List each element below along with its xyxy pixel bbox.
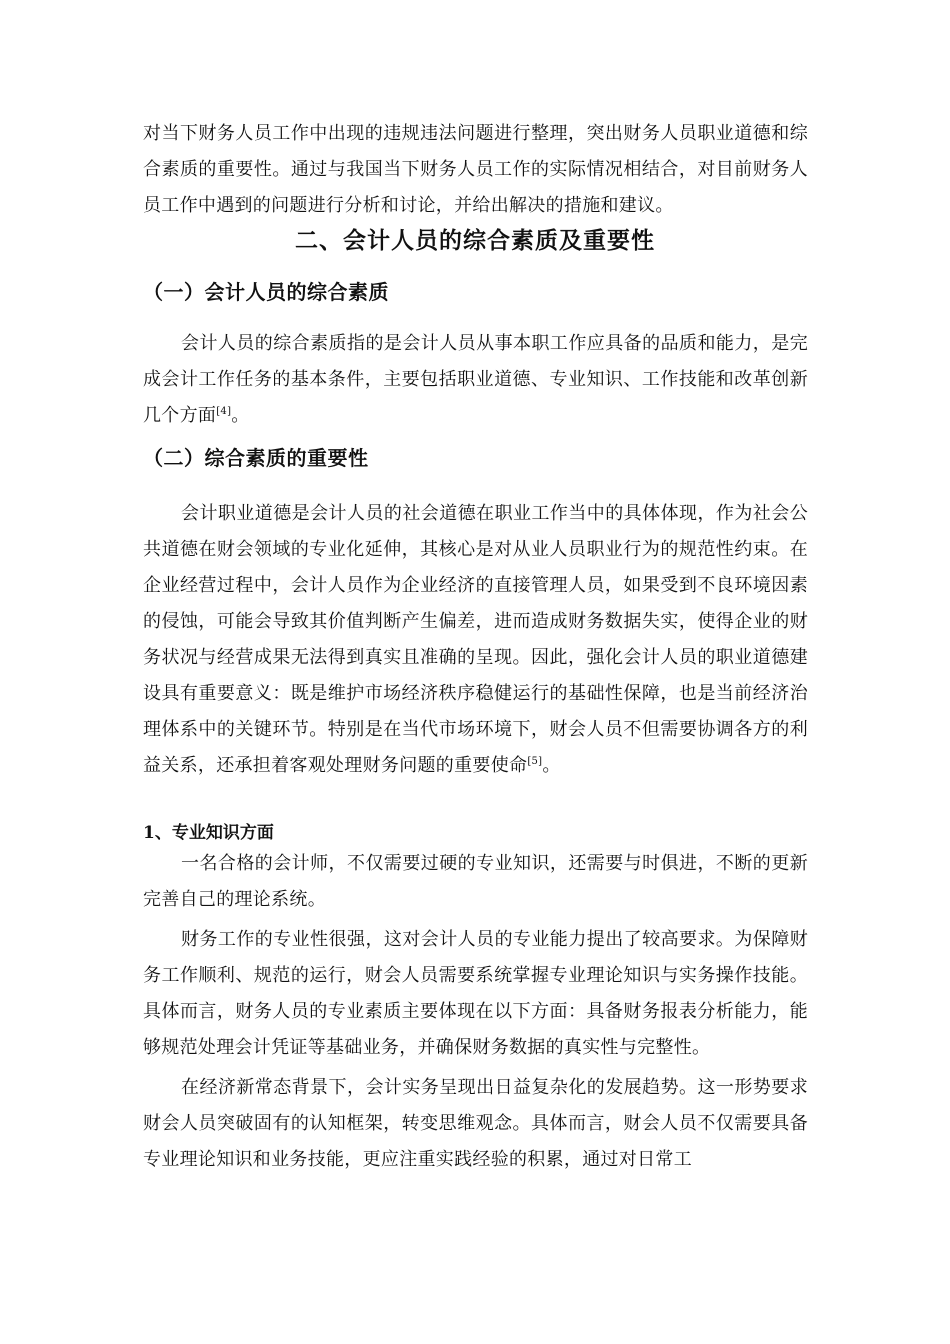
- item1-title: 1、专业知识方面: [143, 823, 274, 843]
- subsection1-paragraph-text: 会计人员的综合素质指的是会计人员从事本职工作应具备的品质和能力，是完成会计工作任务的基本条件，主要包括职业道德、专业知识、工作技能和改革创新几个方面: [143, 333, 808, 426]
- item1-paragraph-1: 一名合格的会计师，不仅需要过硬的专业知识，还需要与时俱进，不断的更新完善自己的理论系统。: [143, 853, 808, 910]
- subsection1-title: （一）会计人员的综合素质: [143, 280, 389, 304]
- subsection1-paragraph: [143, 326, 808, 434]
- subsection1-paragraph-block: [143, 326, 808, 434]
- intro-paragraph-block: [143, 116, 808, 224]
- intro-paragraph: 对当下财务人员工作中出现的违规违法问题进行整理，突出财务人员职业道德和综合素质的重要性。通过与我国当下财务人员工作的实际情况相结合，对目前财务人员工作中遇到的问题进行分析和讨论，并给出解决的措施和建议。: [143, 123, 808, 216]
- citation-5: [5]: [527, 756, 543, 767]
- subsection1-paragraph-end: 。: [231, 405, 250, 426]
- subsection2-paragraph: [143, 496, 808, 784]
- item1-paragraph-3: 在经济新常态背景下，会计实务呈现出日益复杂化的发展趋势。这一形势要求财会人员突破固有的认知框架，转变思维观念。具体而言，财会人员不仅需要具备专业理论知识和业务技能，更应注重实践经验的积累，通过对日常工: [143, 1077, 808, 1170]
- section-title: 二、会计人员的综合素质及重要性: [295, 228, 655, 254]
- item1-body: [143, 846, 808, 1178]
- subsection2-paragraph-text: 会计职业道德是会计人员的社会道德在职业工作当中的具体体现，作为社会公共道德在财会领域的专业化延伸，其核心是对从业人员职业行为的规范性约束。在企业经营过程中，会计人员作为企业经济的直接管理人员，如果受到不良环境因素的侵蚀，可能会导致其价值判断产生偏差，进而造成财务数据失实，使得企业的财务状况与经营成果无法得到真实且准确的呈现。因此，强化会计人员的职业道德建设具有重要意义：既是维护市场经济秩序稳健运行的基础性保障，也是当前经济治理体系中的关键环节。特别是在当代市场环境下，财会人员不但需要协调各方的利益关系，还承担着客观处理财务问题的重要使命: [143, 503, 808, 776]
- subsection2-paragraph-end: 。: [542, 755, 561, 776]
- subsection2-title: （二）综合素质的重要性: [143, 446, 369, 470]
- citation-4: [4]: [216, 406, 232, 417]
- item1-paragraph-2: 财务工作的专业性很强，这对会计人员的专业能力提出了较高要求。为保障财务工作顺利、规范的运行，财会人员需要系统掌握专业理论知识与实务操作技能。具体而言，财务人员的专业素质主要体现在以下方面：具备财务报表分析能力，能够规范处理会计凭证等基础业务，并确保财务数据的真实性与完整性。: [143, 929, 808, 1058]
- subsection2-paragraph-block: [143, 496, 808, 784]
